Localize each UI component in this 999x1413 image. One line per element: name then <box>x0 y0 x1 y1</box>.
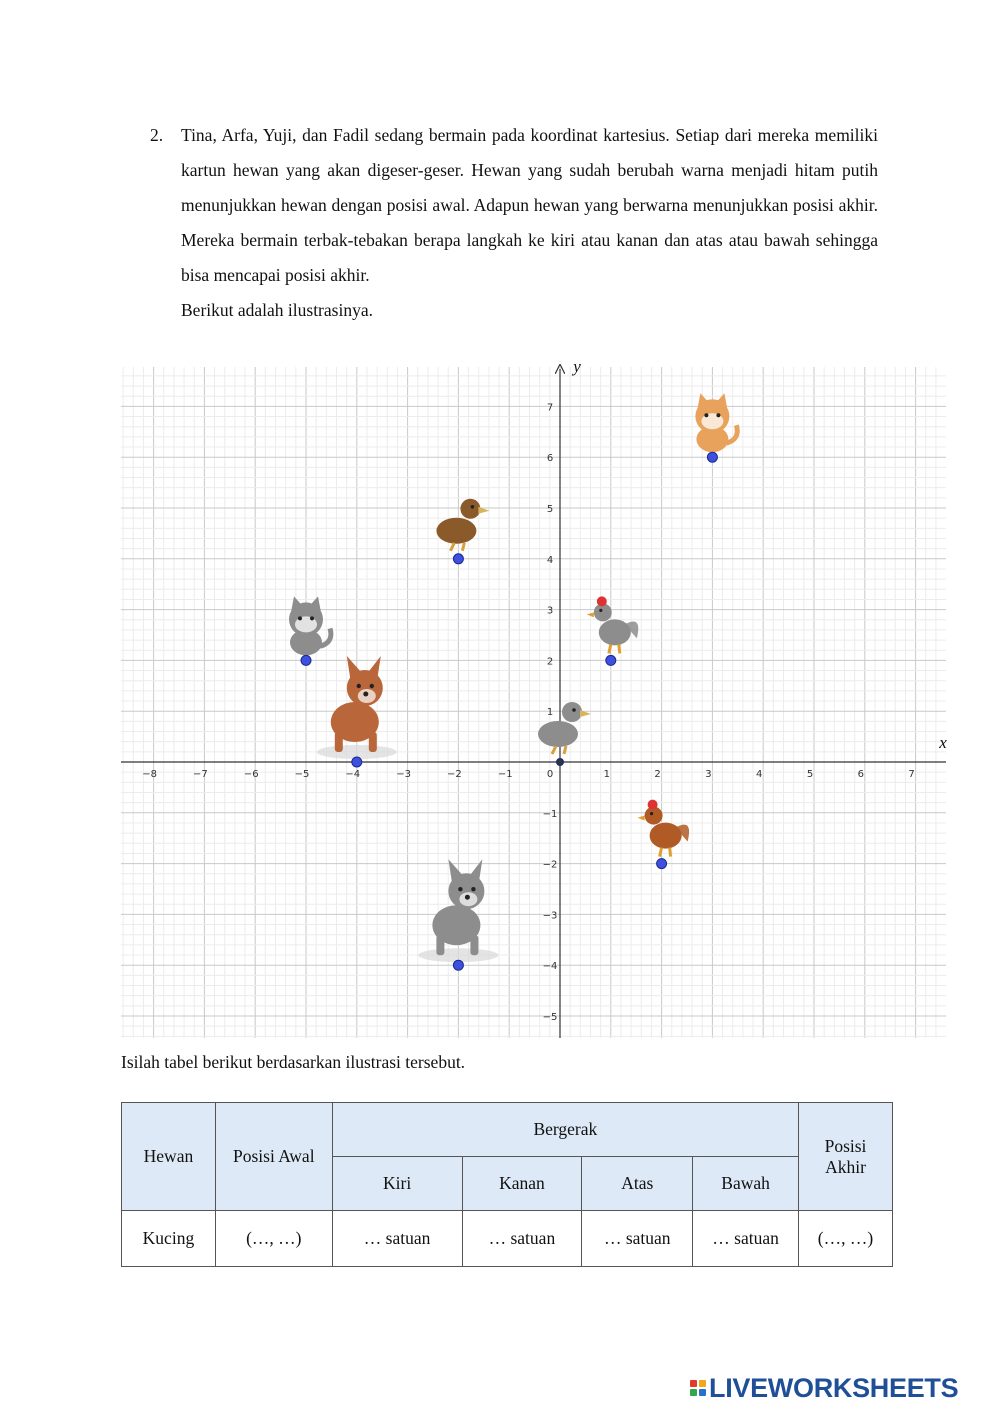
header-start-position: Posisi Awal <box>215 1103 332 1211</box>
header-left: Kiri <box>332 1157 462 1211</box>
x-tick-label: −1 <box>497 769 513 780</box>
answer-table <box>121 1102 893 1267</box>
y-tick-label: 1 <box>546 707 554 719</box>
logo-squares-icon <box>690 1380 706 1396</box>
x-tick-label: −3 <box>396 769 411 780</box>
question-paragraph: Tina, Arfa, Yuji, dan Fadil sedang bermain pada koordinat kartesius. Setiap dari mereka memiliki kartun hewan yang akan digeser-geser. Hewan yang sudah berubah warna menjadi hitam putih menunjukkan hewan dengan posisi awal. Adapun hewan yang berwarna menunjukkan posisi akhir. Mereka bermain terbak-tebakan berapa langkah ke kiri atau kanan dan atas atau bawah sehingga bisa mencapai posisi akhir. <box>181 125 878 285</box>
rooster-initial-point <box>606 655 616 665</box>
rooster-final-point <box>657 859 667 869</box>
animal-illustrations <box>289 393 737 962</box>
cell-down[interactable]: … satuan <box>693 1211 799 1267</box>
cat-initial-point <box>301 655 311 665</box>
x-tick-label: −4 <box>345 769 361 780</box>
y-axis-label: y <box>573 357 581 376</box>
table-instruction: Isilah tabel berikut berdasarkan ilustrasi tersebut. <box>121 1052 466 1072</box>
header-movement: Bergerak <box>332 1103 798 1157</box>
x-tick-label: 1 <box>603 769 610 780</box>
duck-final-point <box>453 554 463 564</box>
x-tick-label: −8 <box>142 769 157 780</box>
y-tick-label: 2 <box>546 656 554 668</box>
logo-square <box>690 1389 697 1396</box>
y-tick-label: 3 <box>546 605 554 617</box>
header-right: Kanan <box>462 1157 582 1211</box>
cell-start-position[interactable]: (…, …) <box>215 1211 332 1267</box>
x-tick-label: 3 <box>705 769 712 780</box>
x-tick-label: 7 <box>908 769 915 780</box>
x-tick-label: 2 <box>654 769 661 780</box>
x-tick-label: −7 <box>193 769 208 780</box>
y-tick-label: −2 <box>542 859 558 871</box>
cat-final-point <box>707 452 717 462</box>
table-row <box>122 1211 893 1267</box>
rooster-final-illustration <box>638 800 690 857</box>
y-tick-label: 6 <box>546 453 554 465</box>
header-end-position: Posisi Akhir <box>799 1103 893 1211</box>
dog-initial-point <box>453 960 463 970</box>
rooster-initial-illustration <box>587 596 639 653</box>
y-tick-label: 7 <box>546 402 554 414</box>
logo-text: LIVEWORKSHEETS <box>709 1372 959 1403</box>
cat-final-illustration <box>695 393 737 452</box>
header-animal: Hewan <box>122 1103 216 1211</box>
y-tick-label: −3 <box>542 910 558 922</box>
liveworksheets-logo <box>690 1372 958 1404</box>
header-down: Bawah <box>693 1157 799 1211</box>
x-tick-label: 4 <box>756 769 763 780</box>
grid <box>121 367 946 1038</box>
cell-left[interactable]: … satuan <box>332 1211 462 1267</box>
logo-square <box>690 1380 697 1387</box>
x-tick-label: 5 <box>806 769 814 780</box>
y-tick-label: −4 <box>542 961 558 973</box>
x-tick-label: 6 <box>857 769 864 780</box>
cell-right[interactable]: … satuan <box>462 1211 582 1267</box>
y-tick-label: 4 <box>546 554 554 566</box>
y-tick-label: 5 <box>546 504 554 515</box>
logo-square <box>699 1380 706 1387</box>
dog-final-point <box>352 757 362 767</box>
table-header-row <box>122 1103 893 1157</box>
cat-initial-illustration <box>289 596 331 655</box>
x-axis-label: x <box>939 733 947 752</box>
question-number: 2. <box>150 125 164 145</box>
y-tick-label: −1 <box>542 808 558 820</box>
illustration-intro: Berikut adalah ilustrasinya. <box>181 300 373 320</box>
cell-animal: Kucing <box>122 1211 216 1267</box>
x-tick-label: −5 <box>294 769 310 780</box>
duck-final-illustration <box>436 499 489 551</box>
cell-end-position[interactable]: (…, …) <box>799 1211 893 1267</box>
cell-up[interactable]: … satuan <box>582 1211 693 1267</box>
origin-label: 0 <box>546 769 554 780</box>
header-up: Atas <box>582 1157 693 1211</box>
duck-initial-point <box>557 759 564 766</box>
x-tick-label: −6 <box>243 769 259 780</box>
x-tick-label: −2 <box>447 769 462 780</box>
y-tick-label: −5 <box>542 1012 558 1023</box>
logo-square <box>699 1389 706 1396</box>
tick-labels <box>142 402 915 1023</box>
